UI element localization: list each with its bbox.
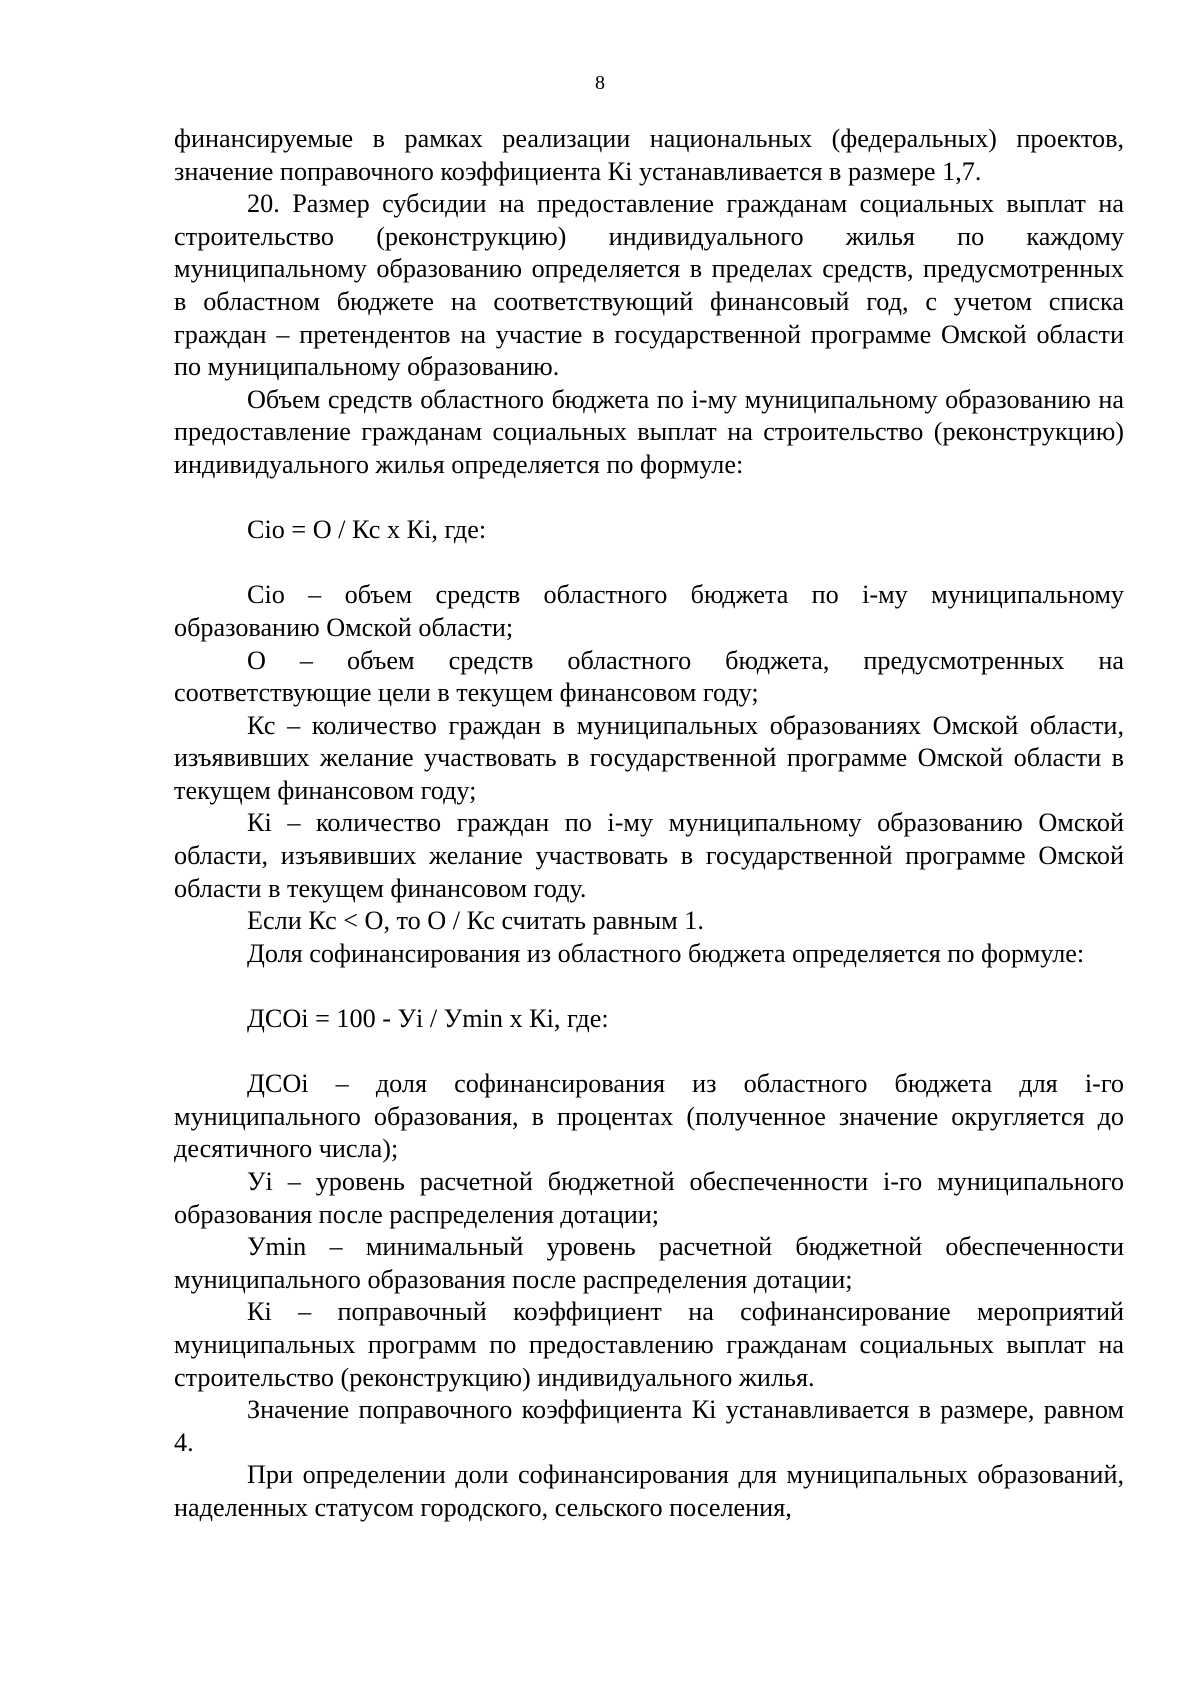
formula-dsoi: ДСОi = 100 - Уi / Уmin x Кi, где:	[247, 1004, 609, 1034]
paragraph-share-intro: Доля софинансирования из областного бюджета определяется по формуле:	[247, 938, 1085, 968]
page-number: 8	[595, 72, 605, 94]
definition-umin: Уmin – минимальный уровень расчетной бюджетной обеспеченности муниципального образования после распределения дотации;	[174, 1232, 1124, 1294]
paragraph-ki-value: Значение поправочного коэффициента Кi устанавливается в размере, равном 4.	[174, 1395, 1124, 1457]
document-body	[174, 123, 1124, 1525]
definition-ki-coefficient: Кi – поправочный коэффициент на софинансирование мероприятий муниципальных программ по предоставлению гражданам социальных выплат на строительство (реконструкцию) индивидуального жилья.	[174, 1297, 1124, 1392]
definition-ki-count: Кi – количество граждан по i-му муниципальному образованию Омской области, изъявивших желание участвовать в государственной программе Омской области в текущем финансовом году.	[174, 808, 1124, 903]
paragraph-item-20: 20. Размер субсидии на предоставление гражданам социальных выплат на строительство (реконструкцию) индивидуального жилья по каждому муниципальному образованию определяется в пределах средств, предусмотренных в областном бюджете на соответствующий финансовый год, с учетом списка граждан – претендентов на участие в государственной программе Омской области по муниципальному образованию.	[174, 189, 1124, 382]
paragraph-settlements: При определении доли софинансирования для муниципальных образований, наделенных статусом городского, сельского поселения,	[174, 1460, 1124, 1522]
definition-dsoi: ДСОi – доля софинансирования из областного бюджета для i-го муниципального образования, в процентах (полученное значение округляется до десятичного числа);	[174, 1069, 1124, 1164]
paragraph-continuation: финансируемые в рамках реализации национальных (федеральных) проектов, значение поправочного коэффициента Кi устанавливается в размере 1,7.	[174, 124, 1124, 186]
formula-cio: Сio = О / Кс х Кi, где:	[247, 515, 487, 545]
condition-kc-less-o: Если Кс < О, то О / Кс считать равным 1.	[247, 906, 704, 936]
definition-o: О – объем средств областного бюджета, предусмотренных на соответствующие цели в текущем финансовом году;	[174, 645, 1124, 708]
definition-ui: Уi – уровень расчетной бюджетной обеспеченности i-го муниципального образования после распределения дотации;	[174, 1167, 1124, 1229]
paragraph-volume-intro: Объем средств областного бюджета по i-му муниципальному образованию на предоставление гражданам социальных выплат на строительство (реконструкцию) индивидуального жилья определяется по формуле:	[174, 384, 1124, 479]
definition-kc: Кс – количество граждан в муниципальных образованиях Омской области, изъявивших желание участвовать в государственной программе Омской области в текущем финансовом году;	[174, 710, 1124, 805]
definition-cio: Сio – объем средств областного бюджета по i-му муниципальному образованию Омской области;	[174, 580, 1124, 642]
